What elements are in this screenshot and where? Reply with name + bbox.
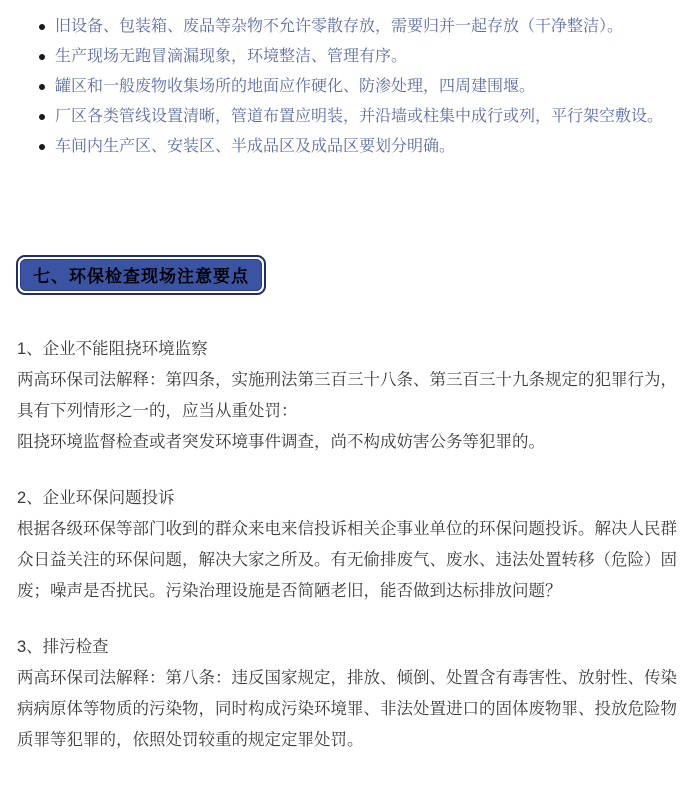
bullet-icon — [39, 84, 45, 90]
bullet-icon — [39, 54, 45, 60]
section-obstruction — [17, 334, 687, 458]
list-item — [0, 132, 690, 162]
bullet-text: 罐区和一般废物收集场所的地面应作硬化、防渗处理，四周建围堰。 — [55, 78, 536, 95]
article-body — [17, 334, 687, 756]
paragraph: 两高环保司法解释：第四条，实施刑法第三百三十八条、第三百三十九条规定的犯罪行为，具有下列情形之一的，应当从重处罚： — [17, 371, 677, 420]
section-complaints — [17, 483, 687, 607]
list-item — [0, 42, 690, 72]
list-item — [0, 102, 690, 132]
bullet-text: 厂区各类管线设置清晰，管道布置应明装，并沿墙或柱集中成行或列，平行架空敷设。 — [55, 108, 664, 125]
bullet-icon — [39, 144, 45, 150]
bullet-text: 车间内生产区、安装区、半成品区及成品区要划分明确。 — [55, 138, 456, 155]
section-title: 1、企业不能阻挠环境监察 — [17, 340, 208, 358]
section-discharge-inspection — [17, 632, 687, 756]
list-item — [0, 72, 690, 102]
section-header-label: 七、环保检查现场注意要点 — [33, 267, 249, 286]
bullet-text: 旧设备、包装箱、废品等杂物不允许零散存放，需要归并一起存放（干净整洁）。 — [55, 18, 624, 35]
section-title: 3、排污检查 — [17, 638, 109, 656]
section-title: 2、企业环保问题投诉 — [17, 489, 175, 507]
list-item — [0, 12, 690, 42]
section-header-badge — [16, 255, 266, 295]
paragraph: 阻挠环境监督检查或者突发环境事件调查，尚不构成妨害公务等犯罪的。 — [17, 433, 545, 451]
bullet-icon — [39, 24, 45, 30]
section-header-badge-fill — [20, 259, 262, 291]
paragraph: 两高环保司法解释：第八条：违反国家规定，排放、倾倒、处置含有毒害性、放射性、传染病病原体等物质的污染物，同时构成污染环境罪、非法处置进口的固体废物罪、投放危险物质罪等犯罪的，依照处罚较重的规定定罪处罚。 — [17, 669, 677, 749]
paragraph: 根据各级环保等部门收到的群众来电来信投诉相关企事业单位的环保问题投诉。解决人民群众日益关注的环保问题，解决大家之所及。有无偷排废气、废水、违法处置转移（危险）固废；噪声是否扰民。污染治理设施是否简陋老旧，能否做到达标排放问题？ — [17, 520, 677, 600]
bullet-icon — [39, 114, 45, 120]
bullet-text: 生产现场无跑冒滴漏现象，环境整洁、管理有序。 — [55, 48, 408, 65]
site-requirements-list — [0, 0, 700, 162]
